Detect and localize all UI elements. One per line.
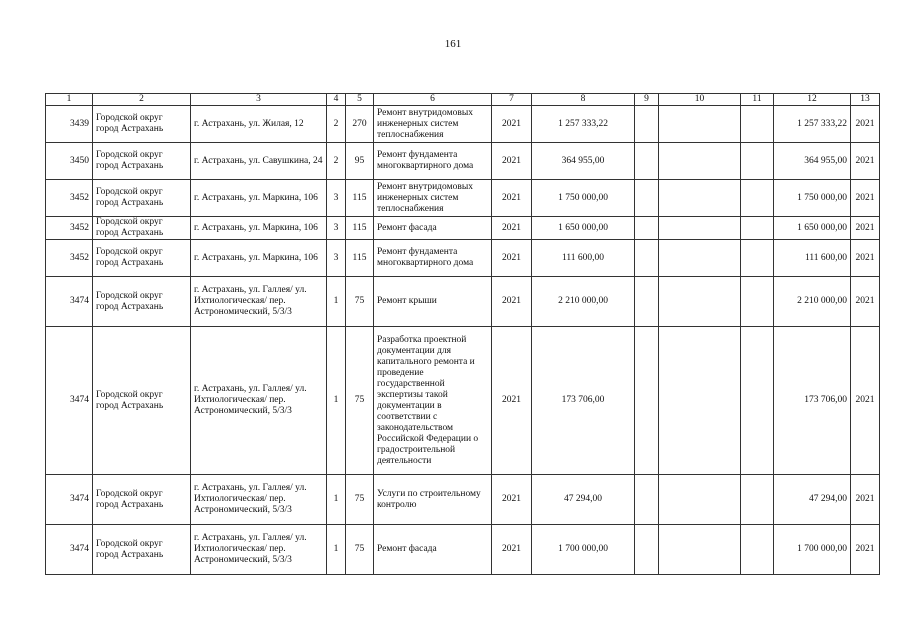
start-year-cell: 2021 [492,217,532,240]
col-11-cell [741,240,774,277]
row-number-cell: 3474 [46,525,93,575]
work-type-cell: Ремонт внутридомовых инженерных систем теплоснабжения [374,106,492,143]
cost-cell: 1 750 000,00 [532,180,635,217]
end-year-cell: 2021 [851,475,880,525]
area-cell: 115 [346,217,374,240]
column-header: 11 [741,94,774,106]
end-year-cell: 2021 [851,180,880,217]
municipality-cell: Городской округ город Астрахань [93,525,191,575]
table-row [46,106,880,143]
floors-cell: 1 [327,277,346,327]
end-year-cell: 2021 [851,217,880,240]
col-10-cell [659,277,741,327]
municipality-cell: Городской округ город Астрахань [93,327,191,475]
page-number: 161 [444,38,462,50]
total-cost-cell: 364 955,00 [774,143,851,180]
floors-cell: 1 [327,327,346,475]
cost-cell: 47 294,00 [532,475,635,525]
area-cell: 75 [346,475,374,525]
table-row [46,277,880,327]
column-header: 2 [93,94,191,106]
col-11-cell [741,180,774,217]
col-11-cell [741,525,774,575]
row-number-cell: 3474 [46,277,93,327]
col-9-cell [635,240,659,277]
address-cell: г. Астрахань, ул. Галлея/ ул. Ихтиологическая/ пер. Астрономический, 5/3/3 [191,327,327,475]
address-cell: г. Астрахань, ул. Галлея/ ул. Ихтиологическая/ пер. Астрономический, 5/3/3 [191,525,327,575]
col-11-cell [741,277,774,327]
row-number-cell: 3474 [46,327,93,475]
column-header: 13 [851,94,880,106]
address-cell: г. Астрахань, ул. Жилая, 12 [191,106,327,143]
column-header: 1 [46,94,93,106]
column-header: 9 [635,94,659,106]
address-cell: г. Астрахань, ул. Галлея/ ул. Ихтиологическая/ пер. Астрономический, 5/3/3 [191,277,327,327]
end-year-cell: 2021 [851,277,880,327]
municipality-cell: Городской округ город Астрахань [93,475,191,525]
address-cell: г. Астрахань, ул. Маркина, 106 [191,240,327,277]
end-year-cell: 2021 [851,143,880,180]
col-10-cell [659,217,741,240]
col-9-cell [635,277,659,327]
column-header: 6 [374,94,492,106]
column-header: 7 [492,94,532,106]
cost-cell: 111 600,00 [532,240,635,277]
col-10-cell [659,143,741,180]
municipality-cell: Городской округ город Астрахань [93,180,191,217]
area-cell: 95 [346,143,374,180]
floors-cell: 2 [327,143,346,180]
address-cell: г. Астрахань, ул. Маркина, 106 [191,217,327,240]
col-9-cell [635,525,659,575]
total-cost-cell: 1 700 000,00 [774,525,851,575]
floors-cell: 3 [327,180,346,217]
area-cell: 75 [346,525,374,575]
address-cell: г. Астрахань, ул. Савушкина, 24 [191,143,327,180]
area-cell: 115 [346,240,374,277]
col-11-cell [741,475,774,525]
address-cell: г. Астрахань, ул. Галлея/ ул. Ихтиологическая/ пер. Астрономический, 5/3/3 [191,475,327,525]
end-year-cell: 2021 [851,327,880,475]
column-header: 3 [191,94,327,106]
col-9-cell [635,475,659,525]
end-year-cell: 2021 [851,106,880,143]
municipality-cell: Городской округ город Астрахань [93,106,191,143]
start-year-cell: 2021 [492,143,532,180]
col-9-cell [635,327,659,475]
column-header: 5 [346,94,374,106]
table-row [46,217,880,240]
start-year-cell: 2021 [492,277,532,327]
col-10-cell [659,327,741,475]
floors-cell: 3 [327,217,346,240]
table-row [46,525,880,575]
start-year-cell: 2021 [492,180,532,217]
work-type-cell: Ремонт фасада [374,525,492,575]
municipality-cell: Городской округ город Астрахань [93,277,191,327]
row-number-cell: 3452 [46,217,93,240]
work-type-cell: Ремонт крыши [374,277,492,327]
work-type-cell: Ремонт фасада [374,217,492,240]
row-number-cell: 3439 [46,106,93,143]
floors-cell: 3 [327,240,346,277]
floors-cell: 2 [327,106,346,143]
end-year-cell: 2021 [851,240,880,277]
col-11-cell [741,327,774,475]
end-year-cell: 2021 [851,525,880,575]
col-10-cell [659,475,741,525]
col-10-cell [659,106,741,143]
capital-repair-table [45,93,880,575]
table-row [46,475,880,525]
cost-cell: 1 700 000,00 [532,525,635,575]
total-cost-cell: 47 294,00 [774,475,851,525]
cost-cell: 173 706,00 [532,327,635,475]
floors-cell: 1 [327,525,346,575]
col-11-cell [741,106,774,143]
area-cell: 270 [346,106,374,143]
row-number-cell: 3474 [46,475,93,525]
floors-cell: 1 [327,475,346,525]
cost-cell: 1 650 000,00 [532,217,635,240]
start-year-cell: 2021 [492,475,532,525]
table-row [46,180,880,217]
total-cost-cell: 1 750 000,00 [774,180,851,217]
cost-cell: 1 257 333,22 [532,106,635,143]
total-cost-cell: 111 600,00 [774,240,851,277]
col-9-cell [635,217,659,240]
col-10-cell [659,525,741,575]
work-type-cell: Ремонт внутридомовых инженерных систем теплоснабжения [374,180,492,217]
municipality-cell: Городской округ город Астрахань [93,217,191,240]
area-cell: 75 [346,327,374,475]
col-9-cell [635,143,659,180]
col-9-cell [635,180,659,217]
cost-cell: 2 210 000,00 [532,277,635,327]
column-number-row [46,94,880,106]
col-10-cell [659,180,741,217]
column-header: 4 [327,94,346,106]
table-row [46,240,880,277]
work-type-cell: Услуги по строительному контролю [374,475,492,525]
table-row [46,327,880,475]
start-year-cell: 2021 [492,106,532,143]
address-cell: г. Астрахань, ул. Маркина, 106 [191,180,327,217]
cost-cell: 364 955,00 [532,143,635,180]
start-year-cell: 2021 [492,525,532,575]
start-year-cell: 2021 [492,240,532,277]
col-10-cell [659,240,741,277]
column-header: 12 [774,94,851,106]
total-cost-cell: 173 706,00 [774,327,851,475]
col-11-cell [741,217,774,240]
start-year-cell: 2021 [492,327,532,475]
total-cost-cell: 1 257 333,22 [774,106,851,143]
work-type-cell: Ремонт фундамента многоквартирного дома [374,240,492,277]
municipality-cell: Городской округ город Астрахань [93,143,191,180]
column-header: 8 [532,94,635,106]
total-cost-cell: 2 210 000,00 [774,277,851,327]
column-header: 10 [659,94,741,106]
area-cell: 115 [346,180,374,217]
col-9-cell [635,106,659,143]
work-type-cell: Ремонт фундамента многоквартирного дома [374,143,492,180]
row-number-cell: 3450 [46,143,93,180]
row-number-cell: 3452 [46,180,93,217]
table-row [46,143,880,180]
work-type-cell: Разработка проектной документации для капитального ремонта и проведение государственной экспертизы такой документации в соответствии с законодательством Российской Федерации о градостроительной деятельности [374,327,492,475]
municipality-cell: Городской округ город Астрахань [93,240,191,277]
area-cell: 75 [346,277,374,327]
total-cost-cell: 1 650 000,00 [774,217,851,240]
col-11-cell [741,143,774,180]
row-number-cell: 3452 [46,240,93,277]
